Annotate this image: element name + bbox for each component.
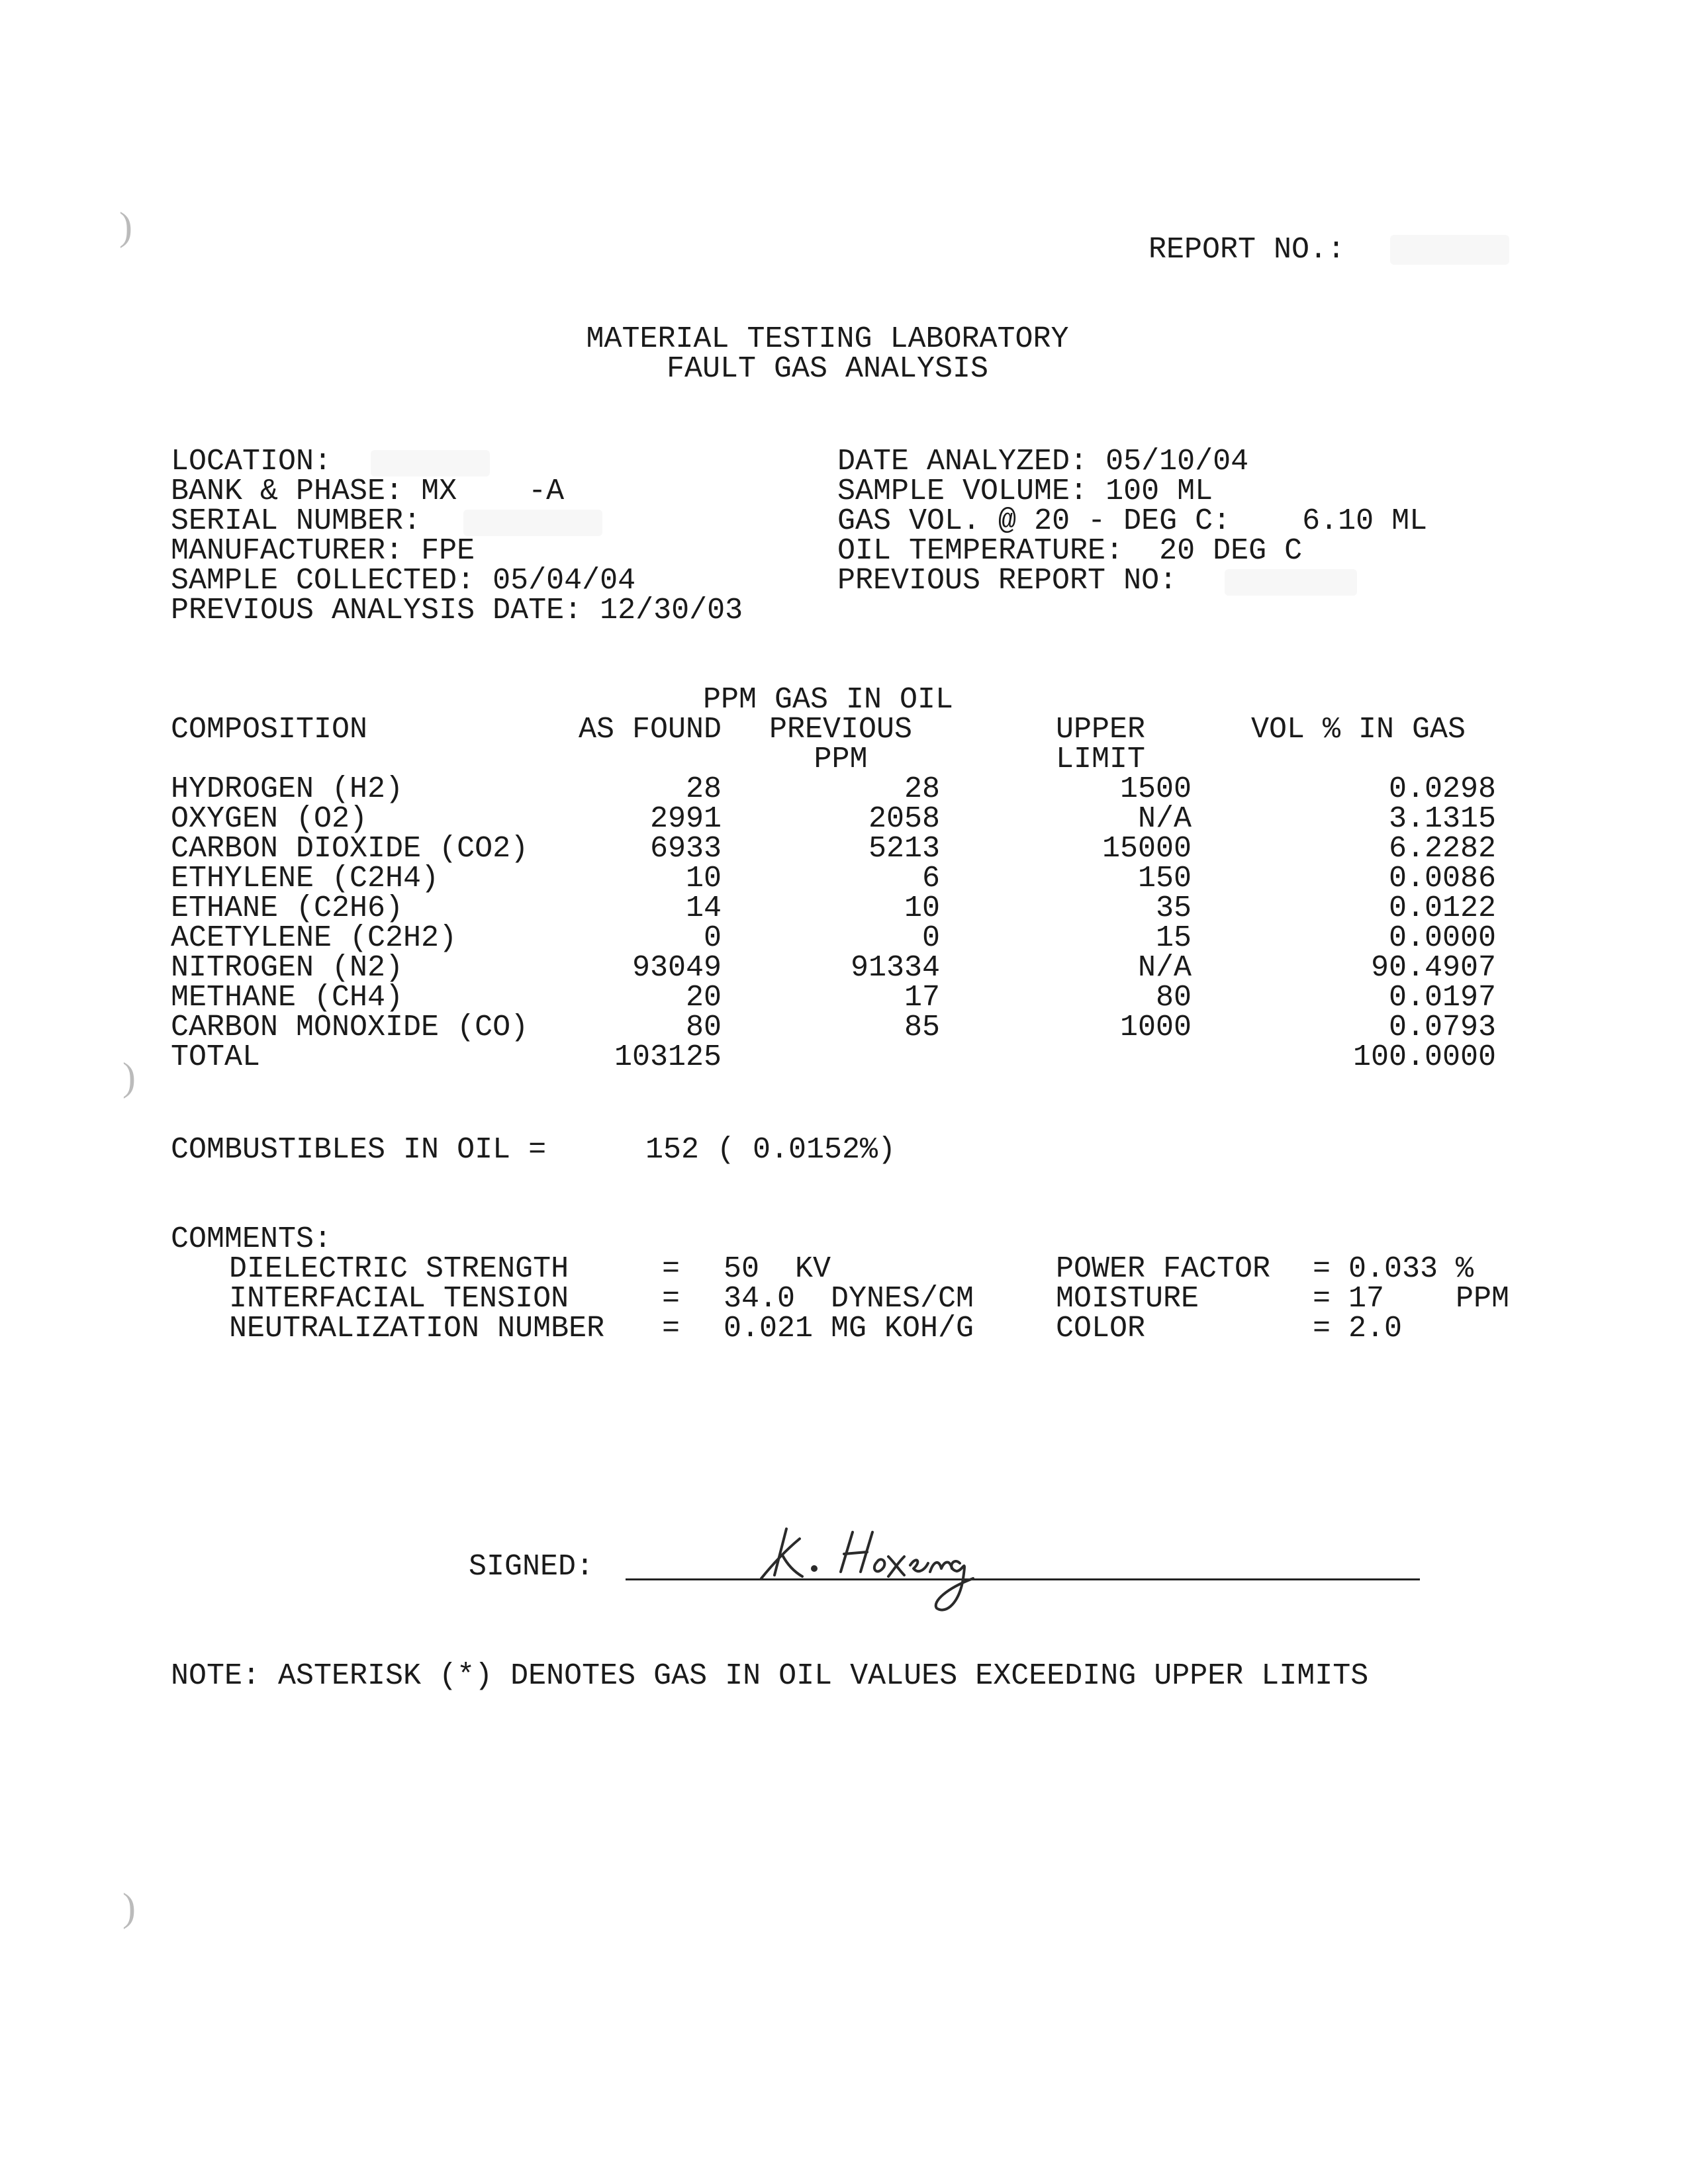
neutralization-number-label: NEUTRALIZATION NUMBER: [229, 1312, 605, 1345]
manufacturer-field: [171, 536, 475, 566]
previous-header: PREVIOUS: [769, 713, 913, 747]
as-found-cell: 0: [703, 921, 722, 955]
sample-volume-value: 100 ML: [1105, 475, 1213, 508]
report-number-label: REPORT NO.:: [1149, 233, 1346, 267]
redacted-report-number: [1390, 235, 1509, 265]
serial-number-field: [171, 506, 439, 536]
composition-cell: NITROGEN (N2): [171, 951, 404, 985]
document-subtitle: FAULT GAS ANALYSIS: [666, 352, 989, 386]
as-found-cell: 103125: [614, 1040, 722, 1074]
vol-percent-cell: 3.1315: [1388, 802, 1496, 836]
previous-analysis-date-field: [171, 596, 743, 625]
gas-volume-field: [837, 506, 1427, 536]
upper-header: UPPER: [1056, 713, 1146, 747]
vol-percent-header: VOL % IN GAS: [1251, 713, 1466, 747]
composition-cell: ETHANE (C2H6): [171, 891, 404, 925]
upper-limit-cell: 35: [1155, 891, 1192, 925]
composition-cell: HYDROGEN (H2): [171, 772, 404, 806]
previous-cell: 17: [904, 981, 940, 1015]
manufacturer-value: FPE: [421, 534, 475, 568]
previous-report-no-field: [837, 566, 1195, 596]
composition-cell: OXYGEN (O2): [171, 802, 368, 836]
location-field: [171, 447, 350, 477]
redacted-location: [371, 450, 490, 477]
bank-phase-field: [171, 477, 564, 506]
gas-volume-value: 20 - DEG C: 6.10 ML: [1034, 504, 1428, 538]
upper-limit-cell: 150: [1137, 862, 1192, 895]
vol-percent-cell: 0.0086: [1388, 862, 1496, 895]
as-found-cell: 20: [685, 981, 722, 1015]
previous-cell: 85: [904, 1011, 940, 1044]
interfacial-tension-eq: =: [662, 1282, 680, 1316]
previous-cell: 10: [904, 891, 940, 925]
power-factor-label: POWER FACTOR: [1056, 1252, 1271, 1286]
sample-collected-field: [171, 566, 635, 596]
neutralization-number-value: 0.021 MG KOH/G: [724, 1312, 974, 1345]
as-found-cell: 10: [685, 862, 722, 895]
scan-mark-paren: ): [119, 205, 132, 248]
upper-limit-cell: 15: [1155, 921, 1192, 955]
interfacial-tension-value: 34.0 DYNES/CM: [724, 1282, 974, 1316]
sample-volume-field: [837, 477, 1213, 506]
location-label: LOCATION:: [171, 445, 332, 478]
bank-phase-value: MX -A: [421, 475, 565, 508]
as-found-cell: 28: [685, 772, 722, 806]
date-analyzed-field: [837, 447, 1248, 477]
moisture-label: MOISTURE: [1056, 1282, 1199, 1316]
as-found-header: AS FOUND: [578, 713, 722, 747]
vol-percent-cell: 0.0000: [1388, 921, 1496, 955]
sample-collected-value: 05/04/04: [492, 564, 636, 598]
combustibles-value: 152 ( 0.0152%): [645, 1133, 896, 1167]
previous-cell: 91334: [850, 951, 940, 985]
scan-mark-paren: ): [122, 1886, 136, 1929]
previous-analysis-date-label: PREVIOUS ANALYSIS DATE:: [171, 594, 583, 627]
date-analyzed-label: DATE ANALYZED:: [837, 445, 1088, 478]
as-found-cell: 14: [685, 891, 722, 925]
gas-volume-label: GAS VOL. @: [837, 504, 1017, 538]
power-factor-value: = 0.033 %: [1313, 1252, 1474, 1286]
scan-mark-paren: ): [122, 1055, 136, 1099]
as-found-cell: 6933: [649, 832, 722, 866]
color-label: COLOR: [1056, 1312, 1146, 1345]
upper-limit-cell: N/A: [1137, 802, 1192, 836]
document-title: MATERIAL TESTING LABORATORY: [586, 322, 1069, 356]
as-found-cell: 80: [685, 1011, 722, 1044]
previous-report-no-label: PREVIOUS REPORT NO:: [837, 564, 1178, 598]
date-analyzed-value: 05/10/04: [1105, 445, 1249, 478]
vol-percent-cell: 0.0197: [1388, 981, 1496, 1015]
vol-percent-cell: 90.4907: [1370, 951, 1496, 985]
dielectric-strength-label: DIELECTRIC STRENGTH: [229, 1252, 569, 1286]
signature-image: [748, 1516, 1013, 1628]
color-value: = 2.0: [1313, 1312, 1403, 1345]
upper-limit-cell: 1000: [1119, 1011, 1192, 1044]
serial-number-label: SERIAL NUMBER:: [171, 504, 422, 538]
comments-label: COMMENTS:: [171, 1222, 332, 1256]
as-found-cell: 93049: [632, 951, 722, 985]
neutralization-number-eq: =: [662, 1312, 680, 1345]
dielectric-strength-eq: =: [662, 1252, 680, 1286]
composition-header: COMPOSITION: [171, 713, 368, 747]
dielectric-strength-value: 50 KV: [724, 1252, 831, 1286]
previous-cell: 2058: [868, 802, 940, 836]
signature-line: [626, 1578, 1420, 1580]
redacted-previous-report-no: [1225, 569, 1357, 596]
combustibles-label: COMBUSTIBLES IN OIL =: [171, 1133, 547, 1167]
composition-cell: METHANE (CH4): [171, 981, 404, 1015]
limit-subheader: LIMIT: [1056, 743, 1146, 776]
ppm-gas-in-oil-header: PPM GAS IN OIL: [703, 683, 954, 717]
redacted-serial-number: [463, 510, 602, 536]
vol-percent-cell: 6.2282: [1388, 832, 1496, 866]
as-found-cell: 2991: [649, 802, 722, 836]
previous-cell: 5213: [868, 832, 940, 866]
oil-temperature-value: 20 DEG C: [1141, 534, 1303, 568]
moisture-value: = 17 PPM: [1313, 1282, 1510, 1316]
upper-limit-cell: 15000: [1102, 832, 1192, 866]
vol-percent-cell: 0.0298: [1388, 772, 1496, 806]
bank-phase-label: BANK & PHASE:: [171, 475, 404, 508]
sample-volume-label: SAMPLE VOLUME:: [837, 475, 1088, 508]
composition-cell: ETHYLENE (C2H4): [171, 862, 440, 895]
vol-percent-cell: 0.0793: [1388, 1011, 1496, 1044]
upper-limit-cell: 80: [1155, 981, 1192, 1015]
composition-cell: CARBON MONOXIDE (CO): [171, 1011, 529, 1044]
interfacial-tension-label: INTERFACIAL TENSION: [229, 1282, 569, 1316]
previous-cell: 0: [921, 921, 940, 955]
manufacturer-label: MANUFACTURER:: [171, 534, 404, 568]
sample-collected-label: SAMPLE COLLECTED:: [171, 564, 475, 598]
vol-percent-cell: 0.0122: [1388, 891, 1496, 925]
upper-limit-cell: 1500: [1119, 772, 1192, 806]
asterisk-note: NOTE: ASTERISK (*) DENOTES GAS IN OIL VALUES EXCEEDING UPPER LIMITS: [171, 1659, 1369, 1693]
previous-ppm-subheader: PPM: [814, 743, 868, 776]
oil-temperature-field: [837, 536, 1302, 566]
oil-temperature-label: OIL TEMPERATURE:: [837, 534, 1124, 568]
previous-cell: 28: [904, 772, 940, 806]
composition-cell: TOTAL: [171, 1040, 261, 1074]
previous-analysis-date-value: 12/30/03: [600, 594, 743, 627]
composition-cell: CARBON DIOXIDE (CO2): [171, 832, 529, 866]
signed-label: SIGNED:: [469, 1550, 594, 1584]
previous-cell: 6: [921, 862, 940, 895]
vol-percent-cell: 100.0000: [1352, 1040, 1496, 1074]
upper-limit-cell: N/A: [1137, 951, 1192, 985]
composition-cell: ACETYLENE (C2H2): [171, 921, 457, 955]
